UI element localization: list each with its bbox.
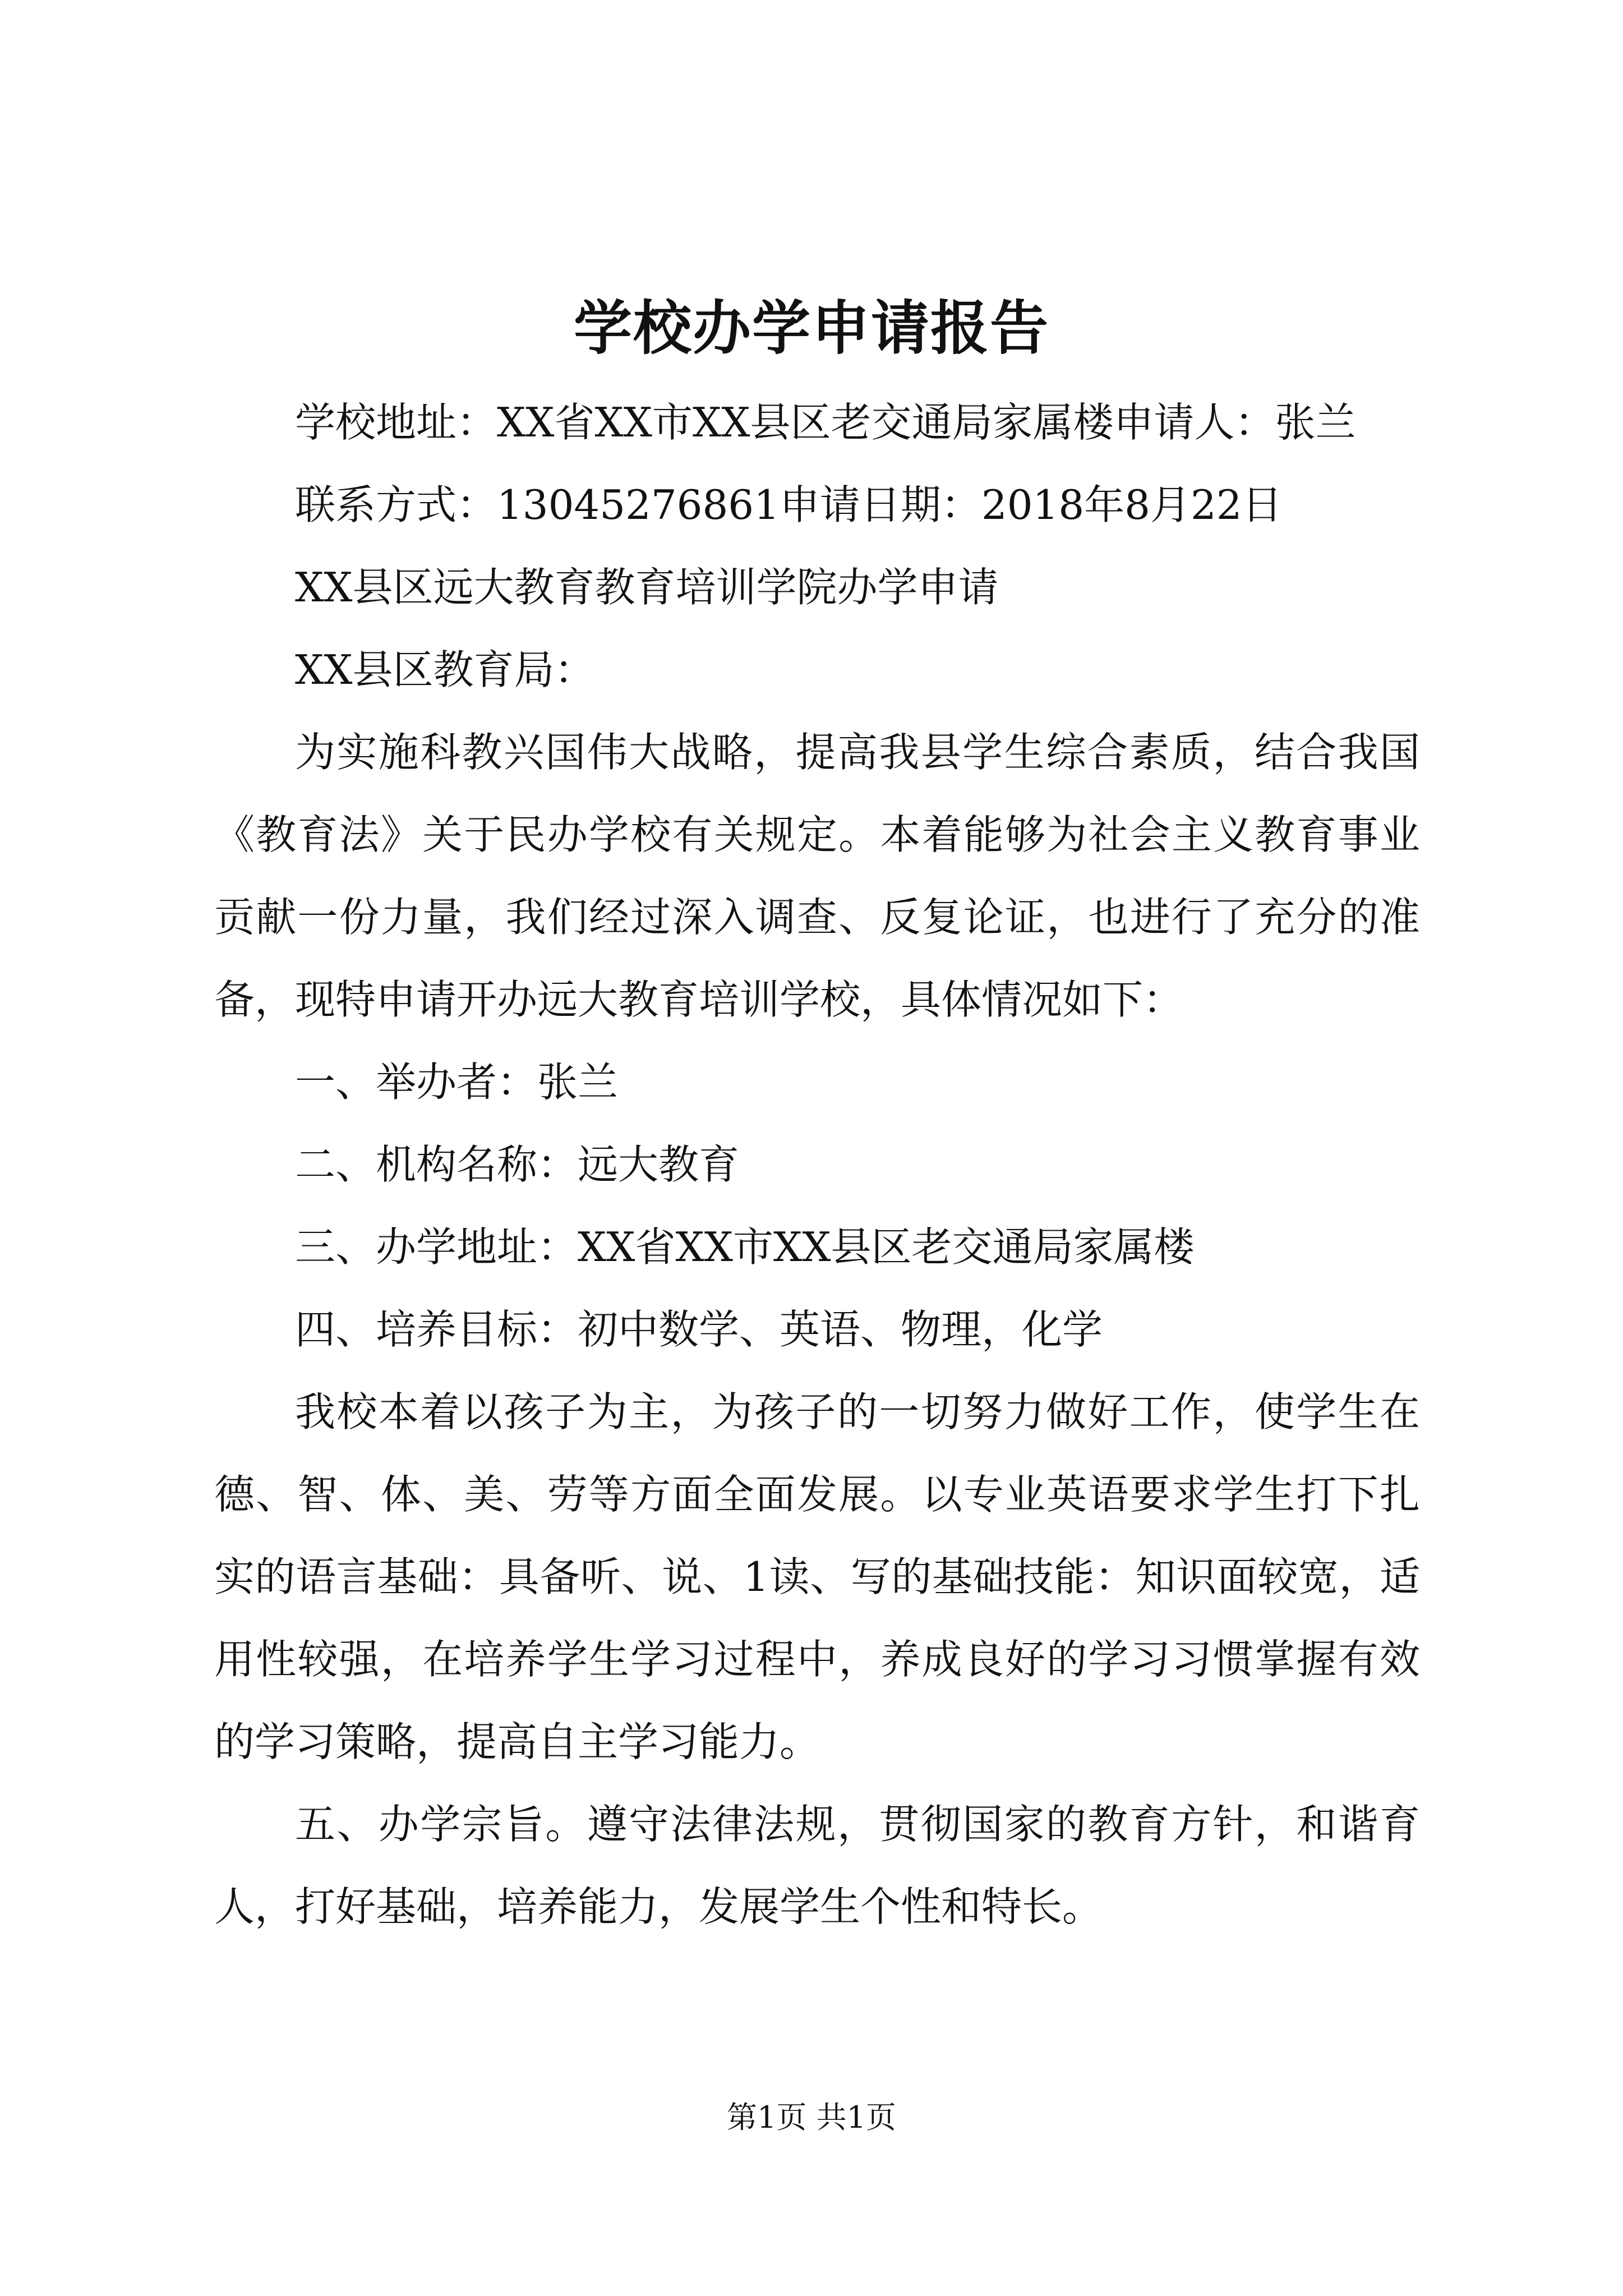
document-body: [214, 381, 1420, 1948]
paragraph-purpose: 五、办学宗旨。遵守法律法规，贯彻国家的教育方针，和谐育人，打好基础，培养能力，发展学生个性和特长。: [214, 1801, 1420, 1930]
paragraph-philosophy: 我校本着以孩子为主，为孩子的一切努力做好工作，使学生在德、智、体、美、劳等方面全面发展。以专业英语要求学生打下扎实的语言基础：具备听、说、1读、写的基础技能：知识面较宽，适用性较强，在培养学生学习过程中，养成良好的学习习惯掌握有效的学习策略，提高自主学习能力。: [214, 1388, 1420, 1765]
paragraph-application-subject: XX县区远大教育教育培训学院办学申请: [295, 564, 999, 611]
page-footer: 第1页 共1页: [727, 2100, 896, 2135]
paragraph-training-goals: 四、培养目标：初中数学、英语、物理，化学: [295, 1306, 1103, 1353]
document-title: 学校办学申请报告: [573, 293, 1049, 362]
paragraph-school-address: 学校地址：XX省XX市XX县区老交通局家属楼申请人：张兰: [295, 399, 1356, 446]
paragraph-organizer: 一、举办者：张兰: [295, 1059, 619, 1106]
paragraph-introduction: 为实施科教兴国伟大战略，提高我县学生综合素质，结合我国《教育法》关于民办学校有关规定。本着能够为社会主义教育事业贡献一份力量，我们经过深入调查、反复论证，也进行了充分的准备，现特申请开办远大教育培训学校，具体情况如下：: [214, 729, 1420, 1023]
paragraph-school-location: 三、办学地址：XX省XX市XX县区老交通局家属楼: [295, 1223, 1195, 1271]
paragraph-institution-name: 二、机构名称：远大教育: [295, 1141, 740, 1188]
paragraph-contact: 联系方式：13045276861申请日期：2018年8月22日: [295, 481, 1283, 528]
paragraph-recipient: XX县区教育局：: [295, 646, 595, 693]
